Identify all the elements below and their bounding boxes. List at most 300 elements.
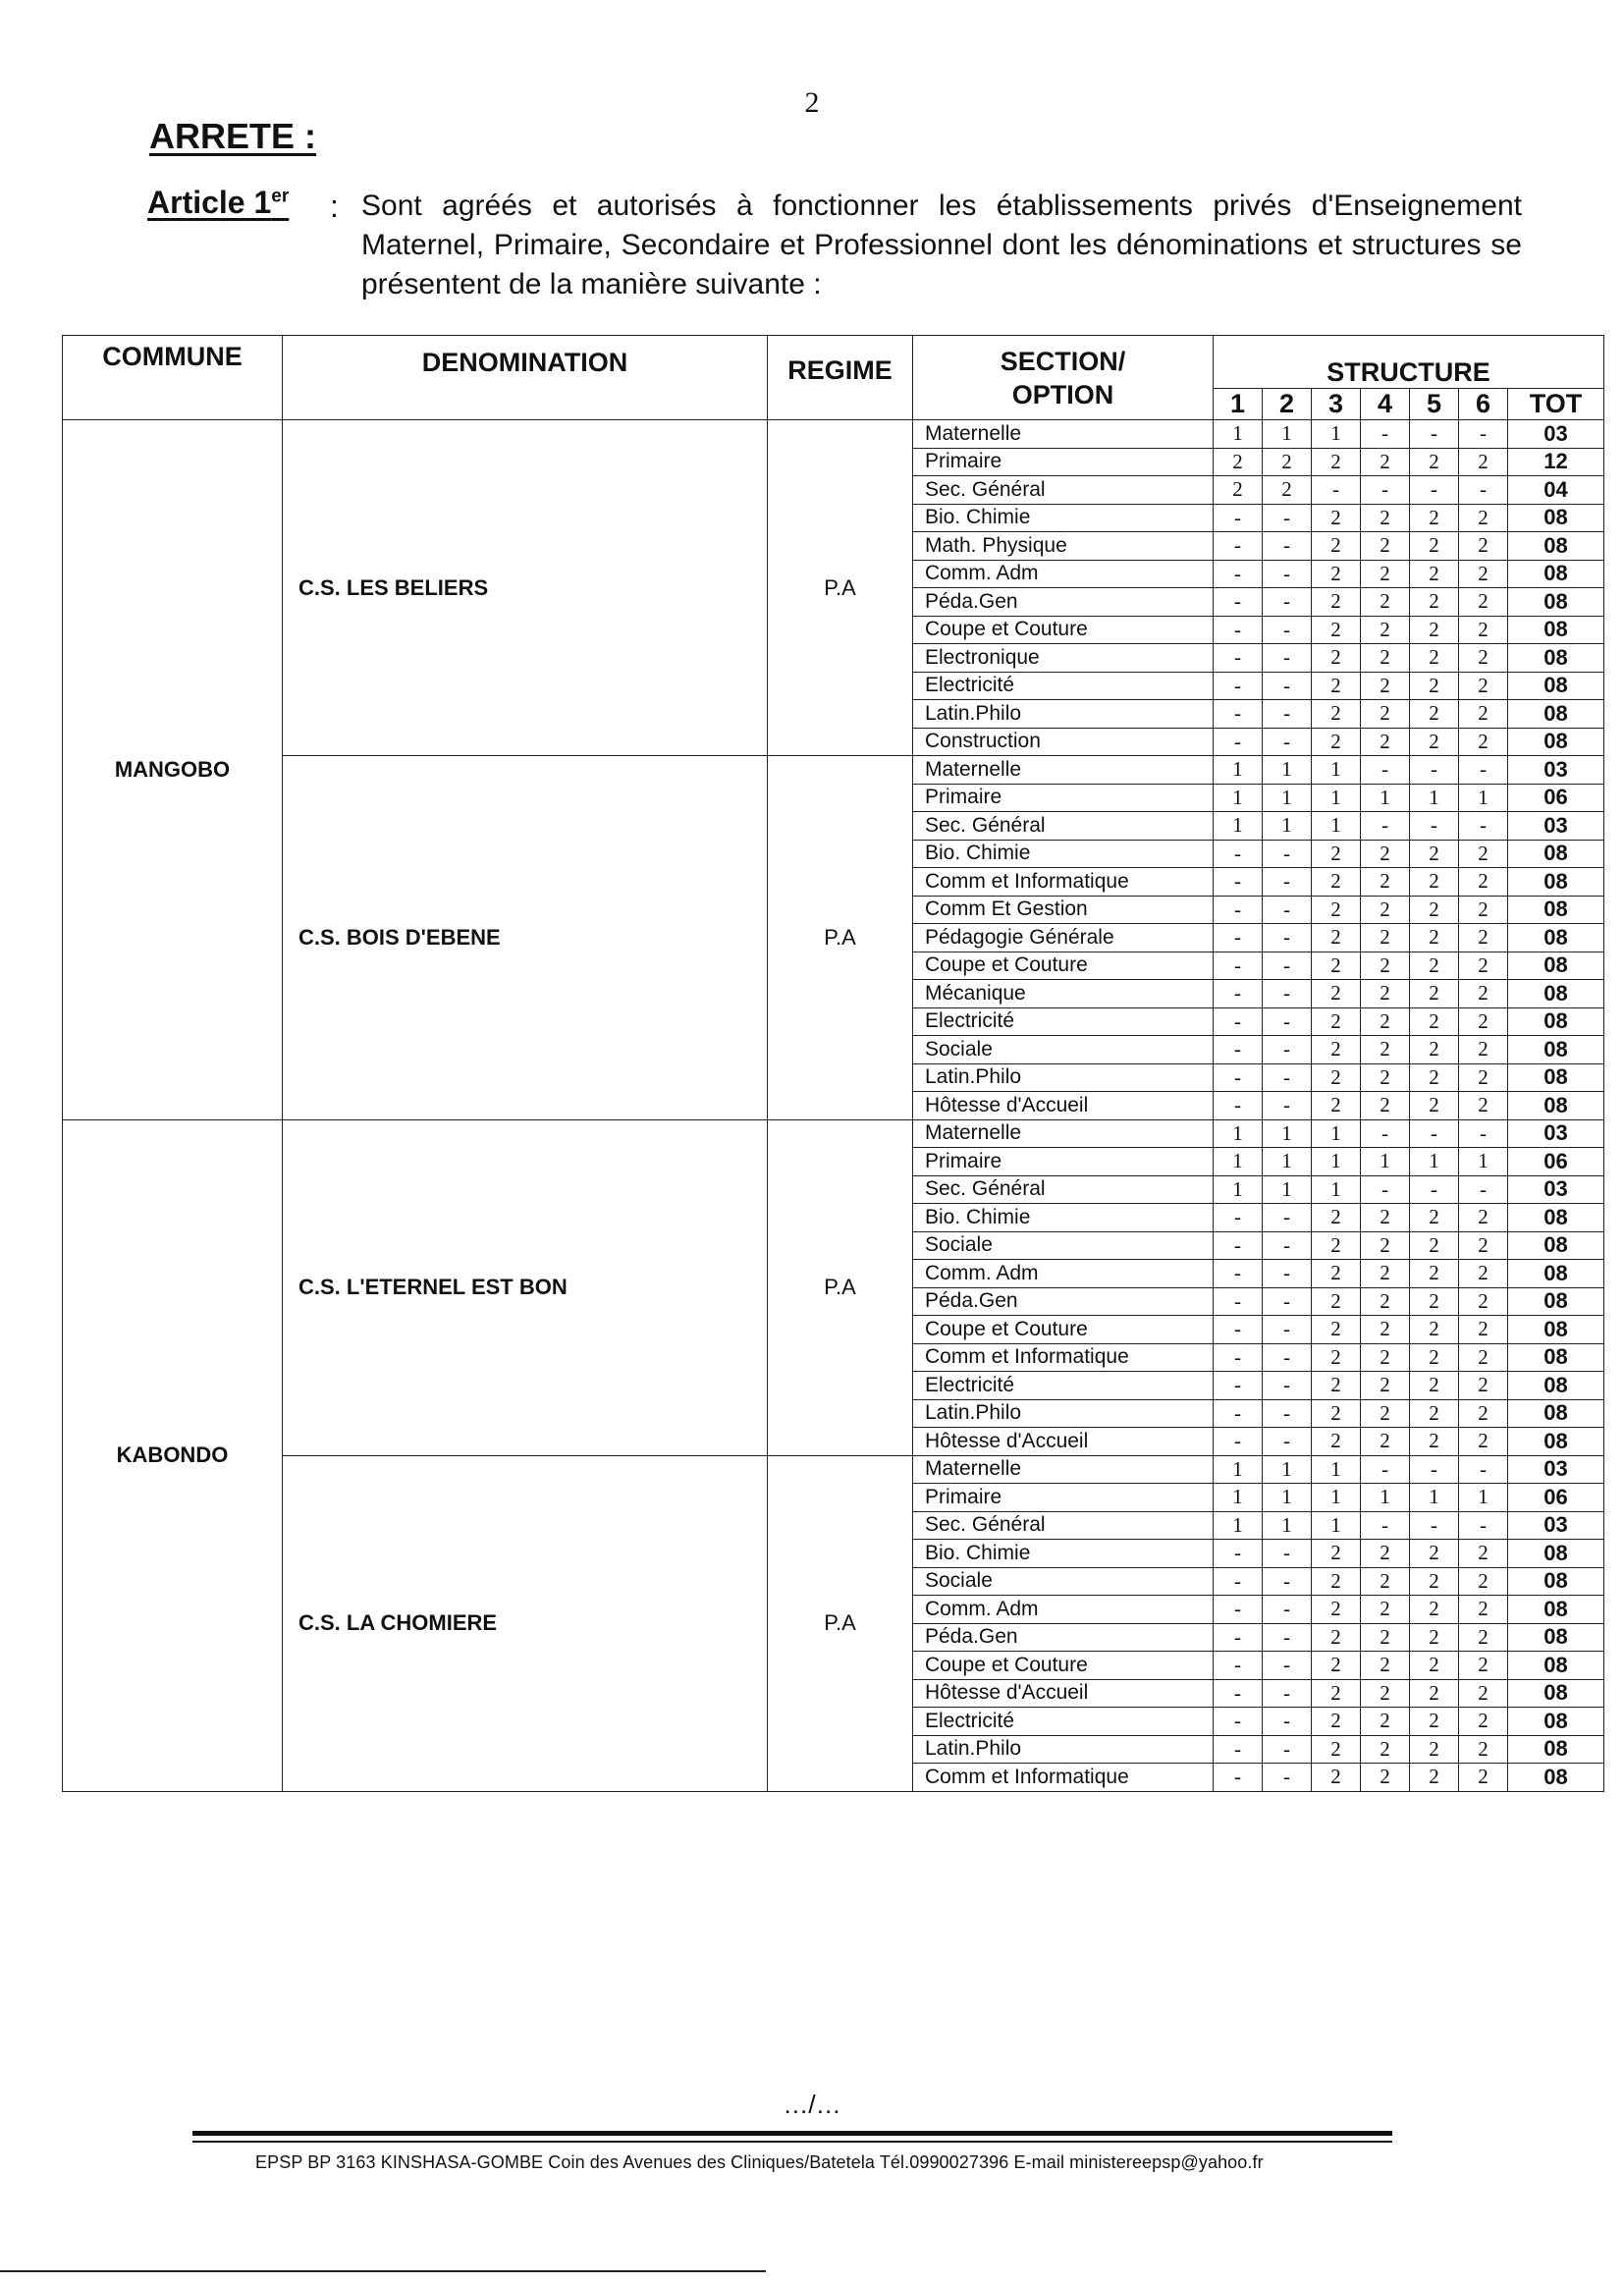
tot-cell: 03 (1508, 1119, 1604, 1148)
year-1-cell: - (1214, 700, 1263, 729)
year-2-cell: - (1263, 728, 1312, 756)
header-year-1: 1 (1214, 389, 1263, 420)
bottom-rule (0, 2270, 766, 2272)
year-6-cell: 2 (1459, 1316, 1508, 1344)
year-6-cell: 1 (1459, 1148, 1508, 1176)
year-1-cell: - (1214, 980, 1263, 1008)
year-4-cell: 2 (1361, 1399, 1410, 1428)
year-6-cell: 2 (1459, 924, 1508, 952)
section-cell: Bio. Chimie (913, 1540, 1214, 1568)
section-cell: Latin.Philo (913, 1063, 1214, 1092)
year-1-cell: 1 (1214, 756, 1263, 785)
section-cell: Sociale (913, 1231, 1214, 1260)
year-1-cell: - (1214, 868, 1263, 897)
year-6-cell: 2 (1459, 840, 1508, 868)
year-6-cell: 1 (1459, 784, 1508, 812)
year-1-cell: - (1214, 1735, 1263, 1764)
year-3-cell: 2 (1312, 896, 1361, 924)
section-cell: Maternelle (913, 420, 1214, 449)
tot-cell: 04 (1508, 476, 1604, 505)
year-3-cell: 2 (1312, 504, 1361, 532)
year-2-cell: - (1263, 560, 1312, 588)
year-5-cell: 2 (1410, 980, 1459, 1008)
year-5-cell: 2 (1410, 504, 1459, 532)
year-5-cell: 1 (1410, 1148, 1459, 1176)
section-cell: Coupe et Couture (913, 616, 1214, 644)
year-1-cell: - (1214, 560, 1263, 588)
year-6-cell: 2 (1459, 1231, 1508, 1260)
year-1-cell: - (1214, 532, 1263, 561)
year-6-cell: - (1459, 1455, 1508, 1484)
section-cell: Primaire (913, 1148, 1214, 1176)
year-1-cell: 1 (1214, 1175, 1263, 1204)
section-cell: Primaire (913, 448, 1214, 476)
year-6-cell: - (1459, 420, 1508, 449)
footer-rule-thick (192, 2131, 1392, 2136)
section-cell: Sec. Général (913, 476, 1214, 505)
year-4-cell: 2 (1361, 1372, 1410, 1400)
section-cell: Latin.Philo (913, 1399, 1214, 1428)
year-5-cell: 2 (1410, 672, 1459, 700)
year-2-cell: - (1263, 532, 1312, 561)
year-1-cell: 2 (1214, 448, 1263, 476)
year-5-cell: 2 (1410, 868, 1459, 897)
year-3-cell: - (1312, 476, 1361, 505)
tot-cell: 08 (1508, 560, 1604, 588)
year-4-cell: - (1361, 812, 1410, 841)
year-5-cell: 2 (1410, 1623, 1459, 1652)
year-1-cell: - (1214, 1567, 1263, 1596)
year-3-cell: 2 (1312, 980, 1361, 1008)
year-5-cell: 2 (1410, 1764, 1459, 1792)
year-6-cell: 2 (1459, 952, 1508, 980)
continuation-mark: …/… (783, 2090, 841, 2119)
arrete-heading: ARRETE : (149, 116, 316, 156)
year-4-cell: 2 (1361, 1428, 1410, 1456)
year-2-cell: - (1263, 868, 1312, 897)
year-6-cell: 2 (1459, 1735, 1508, 1764)
year-5-cell: - (1410, 756, 1459, 785)
tot-cell: 08 (1508, 1623, 1604, 1652)
year-4-cell: 2 (1361, 1708, 1410, 1736)
year-1-cell: 1 (1214, 1511, 1263, 1540)
year-2-cell: - (1263, 1204, 1312, 1232)
year-4-cell: 2 (1361, 1679, 1410, 1708)
year-3-cell: 2 (1312, 840, 1361, 868)
tot-cell: 08 (1508, 1428, 1604, 1456)
section-cell: Pédagogie Générale (913, 924, 1214, 952)
year-4-cell: 2 (1361, 1735, 1410, 1764)
year-6-cell: 2 (1459, 728, 1508, 756)
year-3-cell: 2 (1312, 1063, 1361, 1092)
tot-cell: 03 (1508, 1511, 1604, 1540)
year-6-cell: 2 (1459, 1764, 1508, 1792)
year-3-cell: 2 (1312, 1623, 1361, 1652)
year-1-cell: 1 (1214, 1119, 1263, 1148)
footer-rule-thin (192, 2141, 1392, 2143)
tot-cell: 08 (1508, 1567, 1604, 1596)
year-6-cell: 2 (1459, 1287, 1508, 1316)
year-1-cell: - (1214, 1204, 1263, 1232)
year-5-cell: 2 (1410, 588, 1459, 617)
tot-cell: 08 (1508, 868, 1604, 897)
header-year-5: 5 (1410, 389, 1459, 420)
year-5-cell: 2 (1410, 1596, 1459, 1624)
year-5-cell: 2 (1410, 952, 1459, 980)
tot-cell: 03 (1508, 1455, 1604, 1484)
table-row (63, 420, 1604, 449)
year-3-cell: 2 (1312, 616, 1361, 644)
year-1-cell: - (1214, 952, 1263, 980)
year-5-cell: 2 (1410, 1231, 1459, 1260)
section-cell: Electricité (913, 672, 1214, 700)
year-6-cell: 2 (1459, 588, 1508, 617)
year-2-cell: 1 (1263, 756, 1312, 785)
year-6-cell: 2 (1459, 1092, 1508, 1120)
year-5-cell: - (1410, 1119, 1459, 1148)
year-5-cell: 2 (1410, 1652, 1459, 1680)
year-6-cell: - (1459, 756, 1508, 785)
year-1-cell: - (1214, 1092, 1263, 1120)
tot-cell: 08 (1508, 840, 1604, 868)
year-5-cell: 2 (1410, 924, 1459, 952)
year-6-cell: 2 (1459, 868, 1508, 897)
year-3-cell: 2 (1312, 1596, 1361, 1624)
year-1-cell: 2 (1214, 476, 1263, 505)
year-3-cell: 2 (1312, 1764, 1361, 1792)
year-1-cell: 1 (1214, 784, 1263, 812)
section-cell: Sec. Général (913, 812, 1214, 841)
year-6-cell: 2 (1459, 1652, 1508, 1680)
year-3-cell: 2 (1312, 1540, 1361, 1568)
year-1-cell: - (1214, 1540, 1263, 1568)
year-3-cell: 2 (1312, 644, 1361, 673)
year-2-cell: - (1263, 1428, 1312, 1456)
year-4-cell: 2 (1361, 1596, 1410, 1624)
year-2-cell: - (1263, 1596, 1312, 1624)
year-3-cell: 1 (1312, 1148, 1361, 1176)
article-label-sup: er (271, 186, 290, 207)
year-4-cell: 2 (1361, 1007, 1410, 1036)
regime-cell: P.A (768, 1119, 913, 1455)
section-cell: Comm et Informatique (913, 1764, 1214, 1792)
year-4-cell: 1 (1361, 1484, 1410, 1512)
header-structure: STRUCTURE (1214, 336, 1604, 389)
header-section: SECTION/ OPTION (913, 336, 1214, 420)
year-6-cell: 2 (1459, 1399, 1508, 1428)
year-2-cell: - (1263, 588, 1312, 617)
year-1-cell: - (1214, 1316, 1263, 1344)
year-6-cell: - (1459, 812, 1508, 841)
year-2-cell: - (1263, 504, 1312, 532)
year-4-cell: 2 (1361, 1204, 1410, 1232)
tot-cell: 08 (1508, 1092, 1604, 1120)
section-cell: Comm et Informatique (913, 1343, 1214, 1372)
section-cell: Mécanique (913, 980, 1214, 1008)
year-2-cell: - (1263, 1623, 1312, 1652)
year-2-cell: - (1263, 1708, 1312, 1736)
tot-cell: 06 (1508, 784, 1604, 812)
header-denomination: DENOMINATION (283, 336, 768, 420)
year-5-cell: - (1410, 812, 1459, 841)
tot-cell: 08 (1508, 644, 1604, 673)
year-4-cell: 2 (1361, 1036, 1410, 1064)
year-5-cell: 2 (1410, 1708, 1459, 1736)
tot-cell: 08 (1508, 1764, 1604, 1792)
year-2-cell: - (1263, 1316, 1312, 1344)
year-5-cell: 2 (1410, 1316, 1459, 1344)
school-name-cell: C.S. LA CHOMIERE (283, 1455, 768, 1791)
year-4-cell: 2 (1361, 1063, 1410, 1092)
year-4-cell: 2 (1361, 1092, 1410, 1120)
section-cell: Primaire (913, 1484, 1214, 1512)
year-1-cell: - (1214, 1260, 1263, 1288)
section-cell: Sociale (913, 1567, 1214, 1596)
year-1-cell: 1 (1214, 1484, 1263, 1512)
table-row (63, 756, 1604, 785)
year-6-cell: 2 (1459, 1007, 1508, 1036)
year-1-cell: - (1214, 924, 1263, 952)
year-1-cell: 1 (1214, 420, 1263, 449)
year-2-cell: - (1263, 1540, 1312, 1568)
section-cell: Electronique (913, 644, 1214, 673)
year-4-cell: 2 (1361, 1343, 1410, 1372)
year-4-cell: - (1361, 476, 1410, 505)
year-2-cell: - (1263, 1399, 1312, 1428)
year-4-cell: 2 (1361, 952, 1410, 980)
year-2-cell: - (1263, 1372, 1312, 1400)
year-3-cell: 2 (1312, 1260, 1361, 1288)
year-1-cell: - (1214, 896, 1263, 924)
year-3-cell: 2 (1312, 700, 1361, 729)
section-cell: Bio. Chimie (913, 840, 1214, 868)
tot-cell: 08 (1508, 952, 1604, 980)
commune-cell: KABONDO (63, 1119, 283, 1791)
section-cell: Primaire (913, 784, 1214, 812)
section-cell: Comm. Adm (913, 1260, 1214, 1288)
year-6-cell: 2 (1459, 1372, 1508, 1400)
commune-cell: MANGOBO (63, 420, 283, 1120)
tot-cell: 08 (1508, 532, 1604, 561)
header-tot: TOT (1508, 389, 1604, 420)
year-4-cell: 2 (1361, 672, 1410, 700)
year-1-cell: - (1214, 1036, 1263, 1064)
year-5-cell: 2 (1410, 1399, 1459, 1428)
year-2-cell: 2 (1263, 476, 1312, 505)
year-4-cell: - (1361, 1511, 1410, 1540)
year-4-cell: 2 (1361, 700, 1410, 729)
year-3-cell: 2 (1312, 868, 1361, 897)
header-commune: COMMUNE (63, 336, 283, 420)
year-1-cell: - (1214, 1428, 1263, 1456)
year-1-cell: 1 (1214, 812, 1263, 841)
year-6-cell: 2 (1459, 980, 1508, 1008)
year-4-cell: 2 (1361, 588, 1410, 617)
section-cell: Sec. Général (913, 1175, 1214, 1204)
year-6-cell: 2 (1459, 896, 1508, 924)
year-5-cell: 2 (1410, 700, 1459, 729)
tot-cell: 08 (1508, 1036, 1604, 1064)
year-1-cell: - (1214, 1231, 1263, 1260)
year-4-cell: - (1361, 1119, 1410, 1148)
year-2-cell: - (1263, 840, 1312, 868)
year-2-cell: - (1263, 1287, 1312, 1316)
section-cell: Math. Physique (913, 532, 1214, 561)
table-body (63, 420, 1604, 1792)
year-5-cell: 2 (1410, 1007, 1459, 1036)
structures-table (62, 335, 1604, 1792)
year-6-cell: 1 (1459, 1484, 1508, 1512)
section-cell: Maternelle (913, 1119, 1214, 1148)
year-3-cell: 2 (1312, 1231, 1361, 1260)
header-year-3: 3 (1312, 389, 1361, 420)
year-1-cell: 1 (1214, 1148, 1263, 1176)
year-5-cell: - (1410, 476, 1459, 505)
year-2-cell: - (1263, 924, 1312, 952)
tot-cell: 08 (1508, 588, 1604, 617)
tot-cell: 12 (1508, 448, 1604, 476)
year-3-cell: 2 (1312, 1092, 1361, 1120)
year-6-cell: 2 (1459, 1204, 1508, 1232)
year-6-cell: 2 (1459, 1260, 1508, 1288)
year-1-cell: - (1214, 1007, 1263, 1036)
year-2-cell: 1 (1263, 1148, 1312, 1176)
year-4-cell: 2 (1361, 532, 1410, 561)
header-year-2: 2 (1263, 389, 1312, 420)
year-5-cell: 2 (1410, 1204, 1459, 1232)
year-3-cell: 2 (1312, 1708, 1361, 1736)
tot-cell: 08 (1508, 672, 1604, 700)
year-2-cell: 1 (1263, 812, 1312, 841)
year-6-cell: - (1459, 476, 1508, 505)
year-2-cell: 1 (1263, 420, 1312, 449)
tot-cell: 08 (1508, 1708, 1604, 1736)
year-6-cell: 2 (1459, 1596, 1508, 1624)
tot-cell: 03 (1508, 756, 1604, 785)
year-2-cell: - (1263, 672, 1312, 700)
year-1-cell: - (1214, 1764, 1263, 1792)
tot-cell: 08 (1508, 1343, 1604, 1372)
year-6-cell: 2 (1459, 644, 1508, 673)
article-colon: : (330, 189, 339, 224)
year-3-cell: 2 (1312, 1652, 1361, 1680)
section-cell: Construction (913, 728, 1214, 756)
header-regime: REGIME (768, 336, 913, 420)
tot-cell: 08 (1508, 1540, 1604, 1568)
tot-cell: 08 (1508, 728, 1604, 756)
year-2-cell: - (1263, 616, 1312, 644)
table-row (63, 1455, 1604, 1484)
year-6-cell: 2 (1459, 532, 1508, 561)
year-3-cell: 2 (1312, 1679, 1361, 1708)
tot-cell: 08 (1508, 1231, 1604, 1260)
year-1-cell: - (1214, 588, 1263, 617)
tot-cell: 08 (1508, 896, 1604, 924)
section-cell: Bio. Chimie (913, 504, 1214, 532)
year-1-cell: - (1214, 1063, 1263, 1092)
year-4-cell: 2 (1361, 1764, 1410, 1792)
year-6-cell: 2 (1459, 1567, 1508, 1596)
tot-cell: 08 (1508, 980, 1604, 1008)
year-5-cell: 2 (1410, 896, 1459, 924)
section-cell: Péda.Gen (913, 1287, 1214, 1316)
year-4-cell: 2 (1361, 1540, 1410, 1568)
year-2-cell: - (1263, 980, 1312, 1008)
section-cell: Maternelle (913, 1455, 1214, 1484)
year-4-cell: 1 (1361, 1148, 1410, 1176)
year-2-cell: - (1263, 952, 1312, 980)
year-3-cell: 2 (1312, 560, 1361, 588)
tot-cell: 08 (1508, 924, 1604, 952)
regime-cell: P.A (768, 1455, 913, 1791)
year-5-cell: 2 (1410, 1735, 1459, 1764)
year-3-cell: 1 (1312, 1119, 1361, 1148)
year-4-cell: 2 (1361, 1316, 1410, 1344)
year-3-cell: 2 (1312, 1007, 1361, 1036)
section-cell: Electricité (913, 1708, 1214, 1736)
article-label (147, 185, 289, 221)
year-1-cell: - (1214, 1399, 1263, 1428)
tot-cell: 08 (1508, 1372, 1604, 1400)
year-6-cell: 2 (1459, 1063, 1508, 1092)
year-6-cell: - (1459, 1511, 1508, 1540)
year-4-cell: 2 (1361, 644, 1410, 673)
year-3-cell: 1 (1312, 1455, 1361, 1484)
year-2-cell: - (1263, 1652, 1312, 1680)
year-2-cell: - (1263, 1231, 1312, 1260)
tot-cell: 08 (1508, 1287, 1604, 1316)
year-2-cell: - (1263, 1092, 1312, 1120)
year-4-cell: - (1361, 420, 1410, 449)
year-3-cell: 2 (1312, 672, 1361, 700)
year-5-cell: 2 (1410, 1679, 1459, 1708)
year-1-cell: - (1214, 1287, 1263, 1316)
year-3-cell: 2 (1312, 1204, 1361, 1232)
section-cell: Bio. Chimie (913, 1204, 1214, 1232)
section-cell: Latin.Philo (913, 1735, 1214, 1764)
year-3-cell: 2 (1312, 588, 1361, 617)
year-2-cell: - (1263, 1679, 1312, 1708)
year-5-cell: 2 (1410, 1343, 1459, 1372)
tot-cell: 08 (1508, 1679, 1604, 1708)
year-2-cell: - (1263, 896, 1312, 924)
tot-cell: 06 (1508, 1484, 1604, 1512)
year-5-cell: - (1410, 1175, 1459, 1204)
tot-cell: 06 (1508, 1148, 1604, 1176)
article-text: Sont agréés et autorisés à fonctionner les établissements privés d'Enseignement Maternel, Primaire, Secondaire et Professionnel dont les dénominations et structures se présentent de la manière suivante : (361, 190, 1522, 300)
year-4-cell: 2 (1361, 840, 1410, 868)
year-1-cell: - (1214, 1372, 1263, 1400)
section-cell: Hôtesse d'Accueil (913, 1428, 1214, 1456)
year-4-cell: - (1361, 756, 1410, 785)
section-cell: Péda.Gen (913, 1623, 1214, 1652)
year-4-cell: 2 (1361, 1260, 1410, 1288)
year-4-cell: 2 (1361, 868, 1410, 897)
footer-address: EPSP BP 3163 KINSHASA-GOMBE Coin des Avenues des Cliniques/Batetela Tél.0990027396 E-mail ministereepsp@yahoo.fr (255, 2152, 1264, 2172)
section-cell: Comm. Adm (913, 1596, 1214, 1624)
tot-cell: 08 (1508, 504, 1604, 532)
year-1-cell: - (1214, 644, 1263, 673)
year-3-cell: 1 (1312, 1511, 1361, 1540)
year-5-cell: 1 (1410, 1484, 1459, 1512)
tot-cell: 08 (1508, 1063, 1604, 1092)
year-4-cell: 2 (1361, 980, 1410, 1008)
year-3-cell: 2 (1312, 1287, 1361, 1316)
year-2-cell: - (1263, 1063, 1312, 1092)
year-6-cell: 2 (1459, 700, 1508, 729)
year-3-cell: 2 (1312, 1343, 1361, 1372)
section-cell: Latin.Philo (913, 700, 1214, 729)
